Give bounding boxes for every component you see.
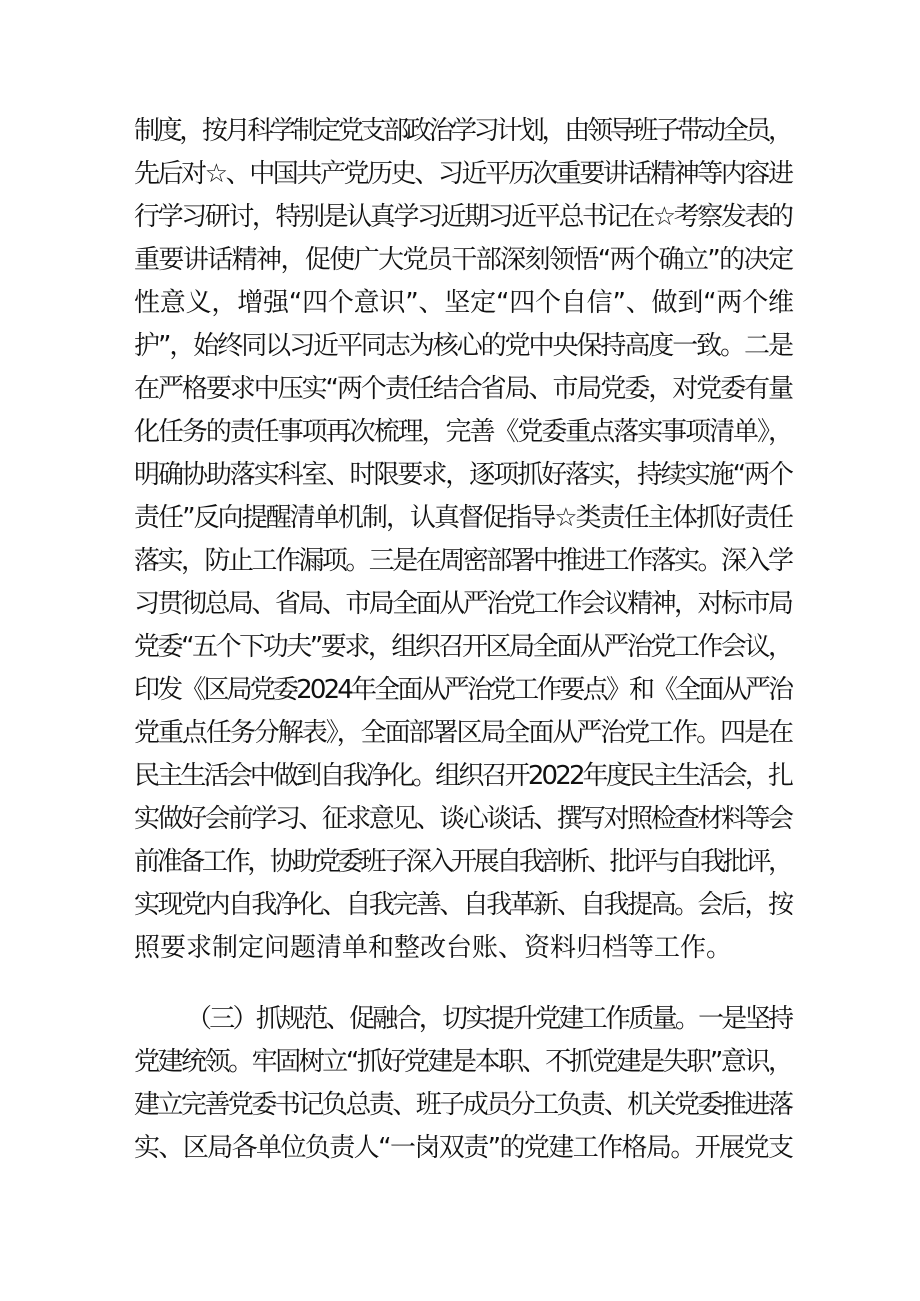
text-line: 行学习研讨，特别是认真学习近期习近平总书记在☆考察发表的 — [134, 202, 792, 232]
text-line: 明确协助落实科室、时限要求，逐项抓好落实，持续实施“两个 — [134, 460, 792, 490]
text-line: 先后对☆、中国共产党历史、习近平历次重要讲话精神等内容进 — [134, 159, 792, 189]
text-line: 制度，按月科学制定党支部政治学习计划，由领导班子带动全员， — [134, 116, 791, 146]
text-line: 在严格要求中压实“两个责任结合省局、市局党委，对党委有量 — [134, 374, 792, 404]
text-line: 建立完善党委书记负总责、班子成员分工负责、机关党委推进落 — [134, 1090, 792, 1120]
text-line: 实、区局各单位负责人“一岗双责”的党建工作格局。开展党支 — [134, 1133, 793, 1163]
text-line: 党委“五个下功夫”要求，组织召开区局全面从严治党工作会议， — [134, 632, 792, 662]
text-line: 落实，防止工作漏项。三是在周密部署中推进工作落实。深入学 — [134, 546, 792, 576]
text-line: 民主生活会中做到自我净化。组织召开2022年度民主生活会，扎 — [134, 761, 792, 791]
text-line: 习贯彻总局、省局、市局全面从严治党工作会议精神，对标市局 — [134, 589, 792, 619]
text-line: 前准备工作，协助党委班子深入开展自我剖析、批评与自我批评， — [134, 847, 791, 877]
text-line: 照要求制定问题清单和整改台账、资料归档等工作。 — [134, 933, 733, 963]
text-line: 党重点任务分解表》，全面部署区局全面从严治党工作。四是在 — [134, 718, 792, 748]
text-line: 实做好会前学习、征求意见、谈心谈话、撰写对照检查材料等会 — [134, 804, 792, 834]
text-line: 责任”反向提醒清单机制，认真督促指导☆类责任主体抓好责任 — [134, 503, 793, 533]
text-line: 护”，始终同以习近平同志为核心的党中央保持高度一致。二是 — [134, 331, 792, 361]
text-line: 性意义，增强“四个意识”、坚定“四个自信”、做到“两个维 — [134, 288, 794, 318]
text-line: 印发《区局党委2024年全面从严治党工作要点》和《全面从严治 — [134, 675, 792, 705]
text-line: 重要讲话精神，促使广大党员干部深刻领悟“两个确立”的决定 — [134, 245, 793, 275]
text-line: 化任务的责任事项再次梳理，完善《党委重点落实事项清单》， — [134, 417, 792, 447]
text-line: 党建统领。牢固树立“抓好党建是本职、不抓党建是失职”意识， — [134, 1047, 792, 1077]
section-heading-line: （三）抓规范、促融合，切实提升党建工作质量。一是坚持 — [186, 1004, 792, 1034]
text-line: 实现党内自我净化、自我完善、自我革新、自我提高。会后，按 — [134, 890, 792, 920]
